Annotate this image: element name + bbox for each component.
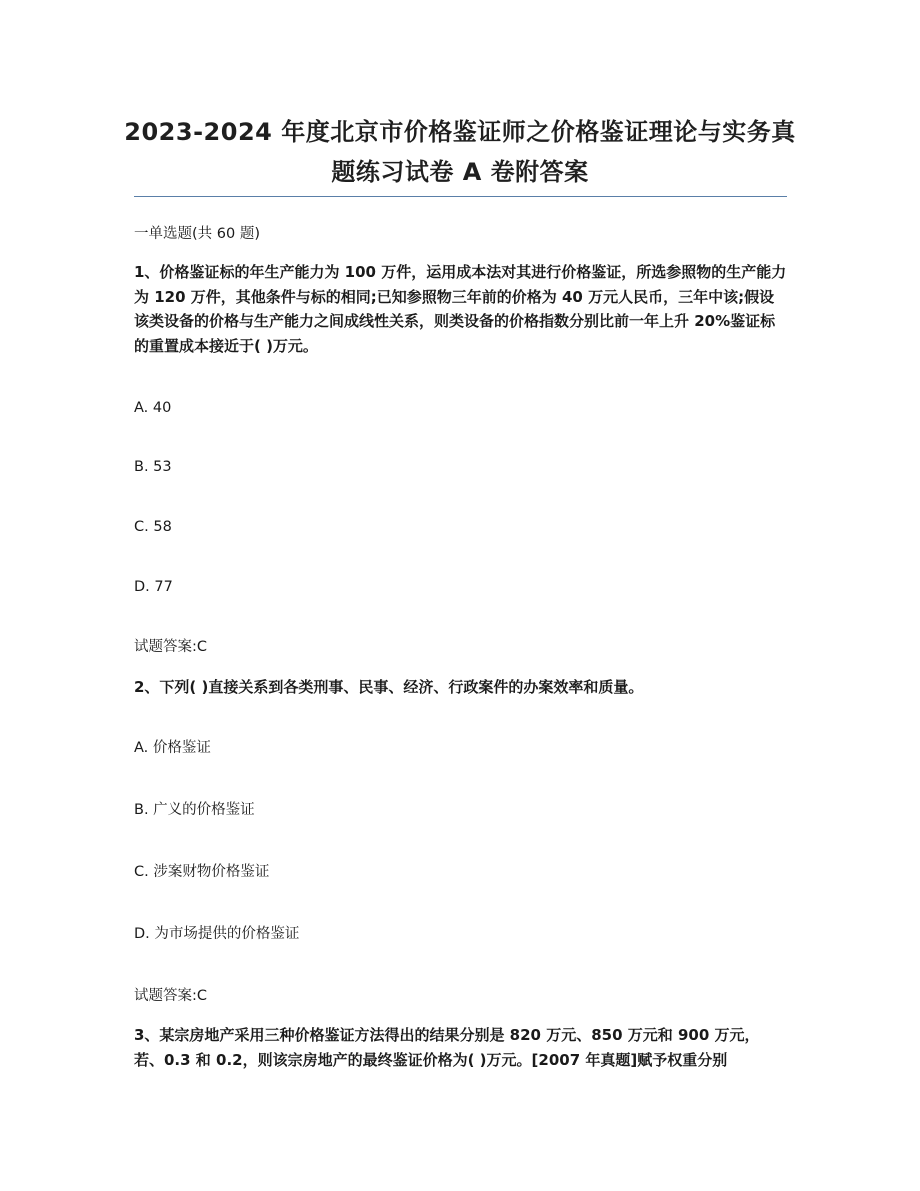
question-1-option-b: B. 53 (134, 459, 172, 475)
question-1-answer: 试题答案:C (134, 639, 208, 655)
question-2-text: 2、下列( )直接关系到各类刑事、民事、经济、行政案件的办案效率和质量。 (134, 678, 644, 696)
question-1-option-c: C. 58 (134, 519, 172, 535)
question-1-option-a: A. 40 (134, 400, 172, 416)
section-heading: 一单选题(共 60 题) (134, 226, 260, 242)
title-line-2: 题练习试卷 A 卷附答案 (331, 158, 589, 186)
title-underline (134, 196, 787, 197)
question-2-option-c: C. 涉案财物价格鉴证 (134, 864, 270, 880)
title-line-1: 2023-2024 年度北京市价格鉴证师之价格鉴证理论与实务真 (124, 118, 796, 146)
question-2-option-b: B. 广义的价格鉴证 (134, 802, 255, 818)
question-2-answer: 试题答案:C (134, 988, 208, 1004)
question-2-option-d: D. 为市场提供的价格鉴证 (134, 926, 300, 942)
question-3-text: 3、某宗房地产采用三种价格鉴证方法得出的结果分别是 820 万元、850 万元和 900 万元，若、0.3 和 0.2，则该宗房地产的最终鉴证价格为( )万元。[2007 年真题]赋予权重分别 (134, 1026, 760, 1069)
question-2-option-a: A. 价格鉴证 (134, 740, 211, 756)
document-title (100, 112, 820, 192)
question-1-option-d: D. 77 (134, 579, 173, 595)
question-1-text: 1、价格鉴证标的年生产能力为 100 万件，运用成本法对其进行价格鉴证，所选参照物的生产能力为 120 万件，其他条件与标的相同;已知参照物三年前的价格为 40 万元人民币，三年中该;假设该类设备的价格与生产能力之间成线性关系，则类设备的价格指数分别比前一年上升 20%鉴证标的重置成本接近于( )万元。 (134, 263, 787, 355)
